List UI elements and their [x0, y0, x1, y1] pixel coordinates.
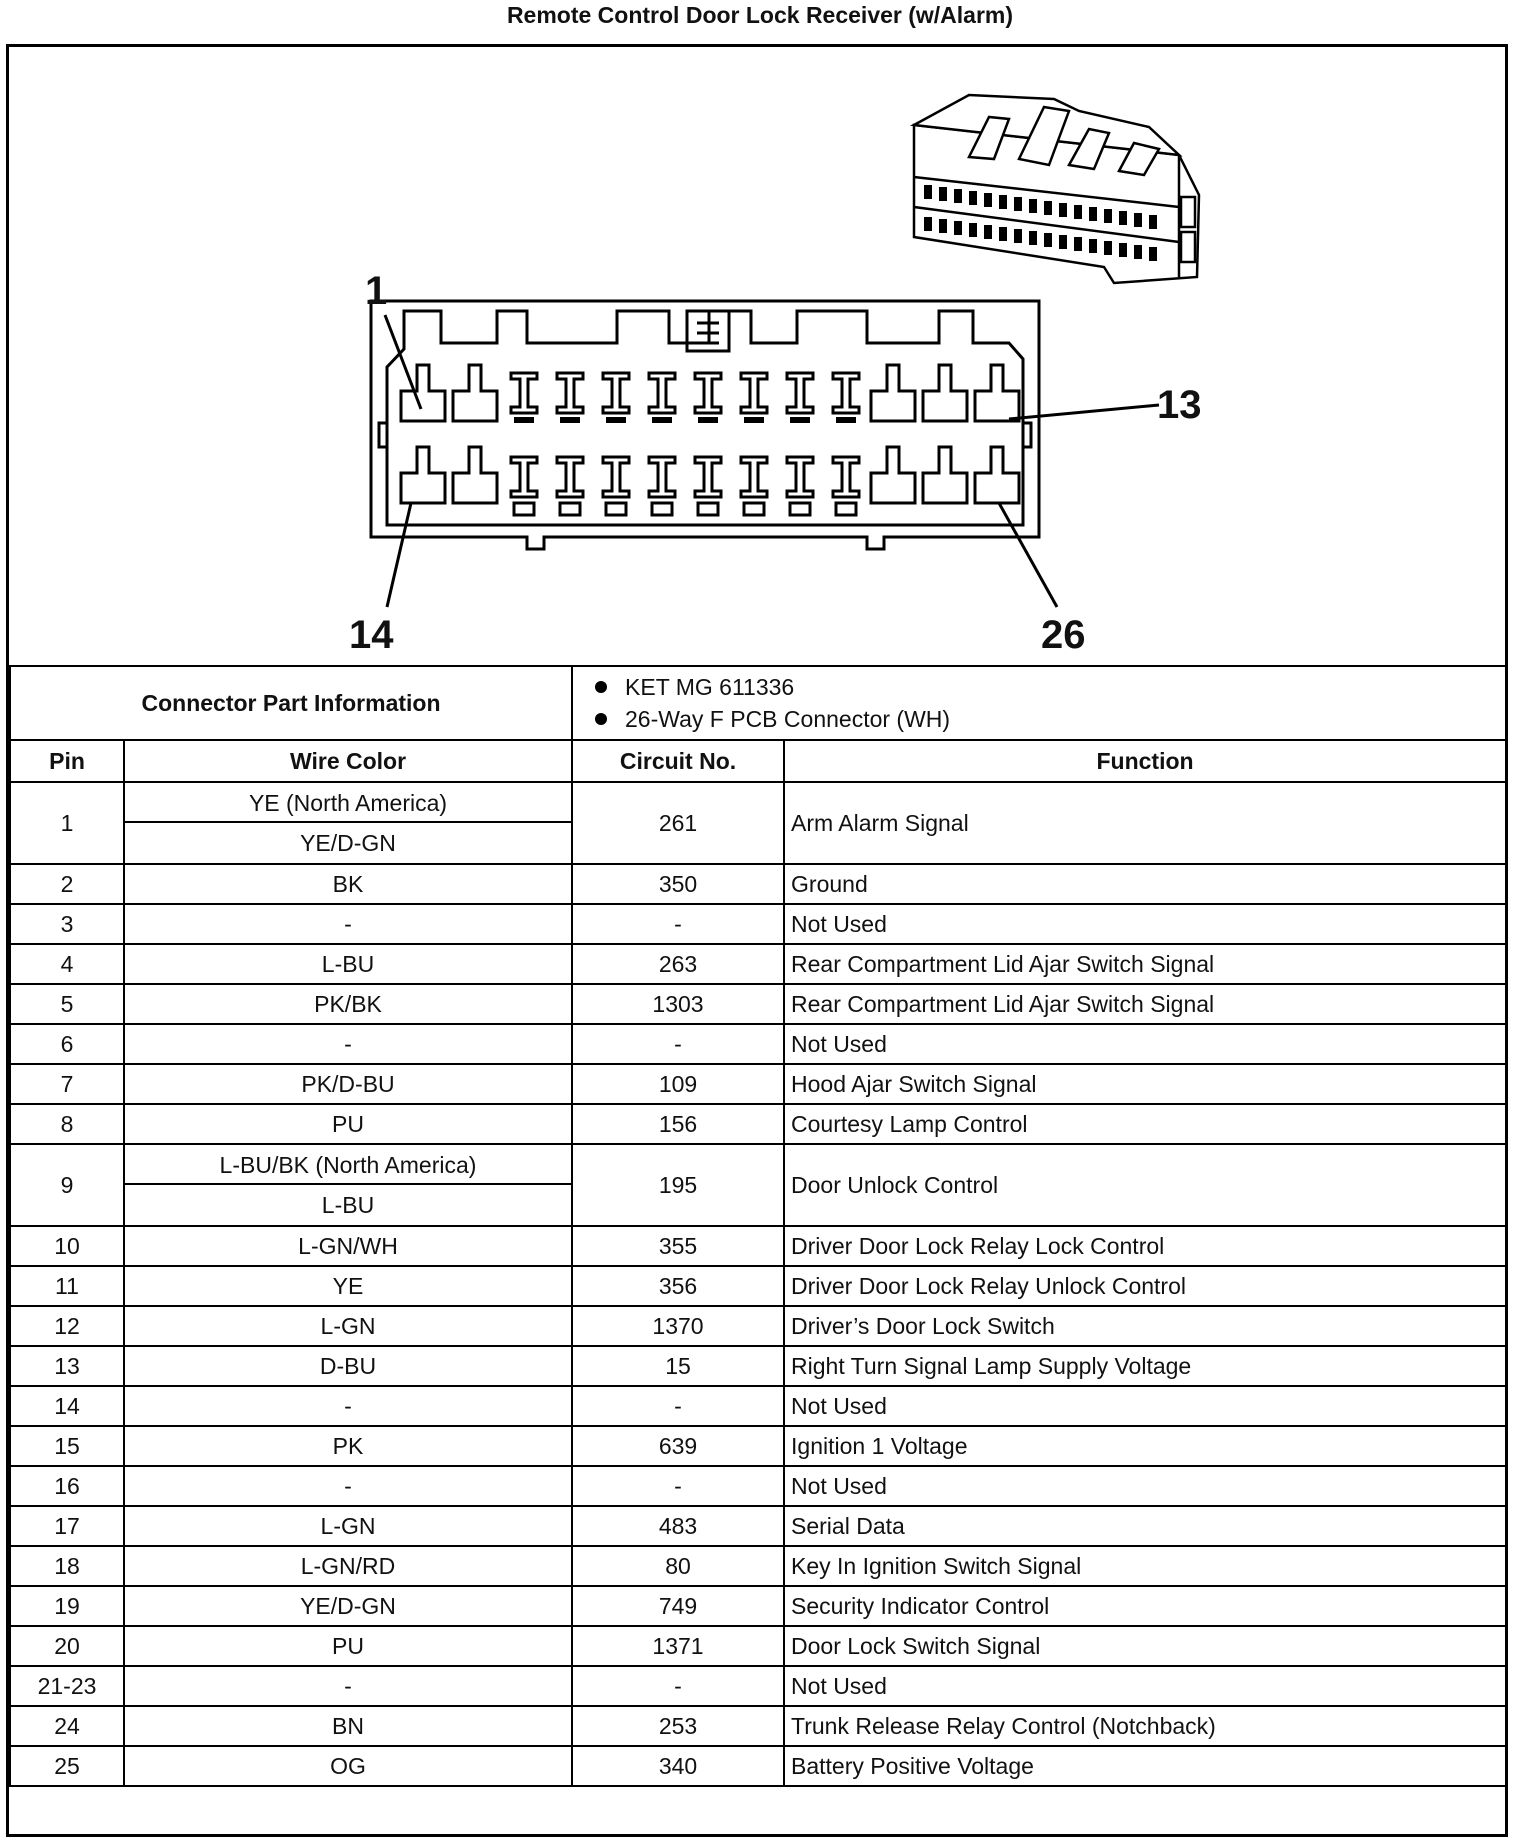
- cell-wire-color: YE/D-GN: [124, 1586, 572, 1626]
- connector-info-notes: [572, 666, 1506, 740]
- cell-circuit: -: [572, 1024, 784, 1064]
- table-row: [10, 864, 1506, 904]
- pinout-table: [9, 665, 1507, 1787]
- cell-pin: 11: [10, 1266, 124, 1306]
- cell-pin: 13: [10, 1346, 124, 1386]
- cell-circuit: 1371: [572, 1626, 784, 1666]
- cell-pin: 12: [10, 1306, 124, 1346]
- connector-note: KET MG 611336: [595, 671, 1505, 703]
- cell-circuit: 1303: [572, 984, 784, 1024]
- connector-face: [371, 301, 1039, 549]
- cell-circuit: 1370: [572, 1306, 784, 1346]
- cell-pin: 24: [10, 1706, 124, 1746]
- cell-function: Driver Door Lock Relay Unlock Control: [784, 1266, 1506, 1306]
- wire-color-variant: L-BU: [321, 1192, 375, 1218]
- cell-function: Security Indicator Control: [784, 1586, 1506, 1626]
- connector-terminals-top: [401, 365, 1019, 421]
- cell-circuit: 109: [572, 1064, 784, 1104]
- cell-circuit: 356: [572, 1266, 784, 1306]
- cell-wire-color: -: [124, 1024, 572, 1064]
- cell-function: Rear Compartment Lid Ajar Switch Signal: [784, 944, 1506, 984]
- table-row: [10, 1226, 1506, 1266]
- cell-function: Hood Ajar Switch Signal: [784, 1064, 1506, 1104]
- table-row: [10, 1064, 1506, 1104]
- table-row: [10, 1466, 1506, 1506]
- cell-pin: 21-23: [10, 1666, 124, 1706]
- cell-wire-color: [124, 782, 572, 864]
- cell-function: Serial Data: [784, 1506, 1506, 1546]
- table-row: [10, 1306, 1506, 1346]
- pin-label-26: 26: [1041, 613, 1086, 657]
- terminal-ribs-top: [514, 417, 856, 423]
- cell-pin: 18: [10, 1546, 124, 1586]
- cell-function: Ground: [784, 864, 1506, 904]
- header-circuit: Circuit No.: [572, 740, 784, 782]
- page-title: Remote Control Door Lock Receiver (w/Alarm): [506, 2, 1014, 28]
- pin-label-14: 14: [349, 613, 394, 657]
- table-row: [10, 1746, 1506, 1786]
- table-row: [10, 904, 1506, 944]
- table-row: [10, 1506, 1506, 1546]
- cell-wire-color: D-BU: [124, 1346, 572, 1386]
- connector-note: 26-Way F PCB Connector (WH): [595, 703, 1505, 735]
- header-function: Function: [784, 740, 1506, 782]
- wire-color-variant: L-BU/BK (North America): [125, 1145, 571, 1185]
- cell-pin: 2: [10, 864, 124, 904]
- cell-pin: 6: [10, 1024, 124, 1064]
- cell-circuit: -: [572, 1466, 784, 1506]
- table-row: [10, 1266, 1506, 1306]
- bullet-icon: [595, 681, 607, 693]
- table-row: [10, 1144, 1506, 1226]
- cell-function: Door Lock Switch Signal: [784, 1626, 1506, 1666]
- cell-pin: 14: [10, 1386, 124, 1426]
- table-row: [10, 1706, 1506, 1746]
- cell-pin: 10: [10, 1226, 124, 1266]
- cell-circuit: 263: [572, 944, 784, 984]
- cell-function: Not Used: [784, 1386, 1506, 1426]
- connector-info-label: Connector Part Information: [10, 666, 572, 740]
- cell-wire-color: YE: [124, 1266, 572, 1306]
- pin-label-13: 13: [1157, 383, 1202, 427]
- table-row: [10, 1386, 1506, 1426]
- cell-function: Right Turn Signal Lamp Supply Voltage: [784, 1346, 1506, 1386]
- table-row: [10, 1346, 1506, 1386]
- table-row: [10, 1024, 1506, 1064]
- cell-wire-color: PK: [124, 1426, 572, 1466]
- bullet-icon: [595, 713, 607, 725]
- cell-circuit: 15: [572, 1346, 784, 1386]
- cell-function: Not Used: [784, 904, 1506, 944]
- cell-pin: 1: [10, 782, 124, 864]
- table-row: [10, 1426, 1506, 1466]
- cell-function: Arm Alarm Signal: [784, 782, 1506, 864]
- header-wire-color: Wire Color: [124, 740, 572, 782]
- terminal-ribs-bottom: [514, 503, 856, 515]
- cell-wire-color: PK/BK: [124, 984, 572, 1024]
- cell-pin: 4: [10, 944, 124, 984]
- wire-color-variant: YE (North America): [125, 783, 571, 823]
- cell-circuit: 80: [572, 1546, 784, 1586]
- cell-wire-color: -: [124, 1466, 572, 1506]
- cell-pin: 7: [10, 1064, 124, 1104]
- cell-circuit: -: [572, 1666, 784, 1706]
- cell-function: Battery Positive Voltage: [784, 1746, 1506, 1786]
- cell-circuit: 483: [572, 1506, 784, 1546]
- cell-circuit: 195: [572, 1144, 784, 1226]
- cell-wire-color: BN: [124, 1706, 572, 1746]
- cell-wire-color: L-GN: [124, 1506, 572, 1546]
- table-row: [10, 1666, 1506, 1706]
- cell-wire-color: PU: [124, 1104, 572, 1144]
- connector-sheet: [6, 44, 1508, 1837]
- cell-wire-color: OG: [124, 1746, 572, 1786]
- cell-wire-color: L-GN/WH: [124, 1226, 572, 1266]
- cell-wire-color: L-GN/RD: [124, 1546, 572, 1586]
- table-row: [10, 782, 1506, 864]
- cell-wire-color: -: [124, 1386, 572, 1426]
- cell-pin: 16: [10, 1466, 124, 1506]
- cell-pin: 20: [10, 1626, 124, 1666]
- cell-function: Driver’s Door Lock Switch: [784, 1306, 1506, 1346]
- cell-wire-color: L-BU: [124, 944, 572, 984]
- wire-color-variant: YE/D-GN: [300, 830, 396, 856]
- cell-circuit: 156: [572, 1104, 784, 1144]
- table-row: [10, 1546, 1506, 1586]
- cell-function: Ignition 1 Voltage: [784, 1426, 1506, 1466]
- cell-wire-color: PK/D-BU: [124, 1064, 572, 1104]
- cell-function: Not Used: [784, 1466, 1506, 1506]
- table-row: [10, 1104, 1506, 1144]
- cell-circuit: 749: [572, 1586, 784, 1626]
- cell-pin: 5: [10, 984, 124, 1024]
- cell-wire-color: [124, 1144, 572, 1226]
- cell-circuit: 340: [572, 1746, 784, 1786]
- cell-pin: 8: [10, 1104, 124, 1144]
- cell-function: Courtesy Lamp Control: [784, 1104, 1506, 1144]
- cell-pin: 25: [10, 1746, 124, 1786]
- table-row: [10, 944, 1506, 984]
- cell-wire-color: PU: [124, 1626, 572, 1666]
- header-pin: Pin: [10, 740, 124, 782]
- table-row: [10, 984, 1506, 1024]
- cell-pin: 9: [10, 1144, 124, 1226]
- table-row: [10, 1586, 1506, 1626]
- connector-terminals-bottom: [401, 447, 1019, 503]
- cell-function: Rear Compartment Lid Ajar Switch Signal: [784, 984, 1506, 1024]
- cell-function: Door Unlock Control: [784, 1144, 1506, 1226]
- table-header-row: [10, 740, 1506, 782]
- cell-wire-color: -: [124, 904, 572, 944]
- pin-label-1: 1: [365, 269, 388, 313]
- cell-wire-color: L-GN: [124, 1306, 572, 1346]
- cell-pin: 17: [10, 1506, 124, 1546]
- cell-function: Key In Ignition Switch Signal: [784, 1546, 1506, 1586]
- cell-pin: 3: [10, 904, 124, 944]
- cell-wire-color: BK: [124, 864, 572, 904]
- cell-circuit: 253: [572, 1706, 784, 1746]
- cell-function: Trunk Release Relay Control (Notchback): [784, 1706, 1506, 1746]
- cell-circuit: -: [572, 904, 784, 944]
- pin-leader-lines: [385, 315, 1159, 607]
- cell-pin: 15: [10, 1426, 124, 1466]
- table-row: [10, 1626, 1506, 1666]
- cell-circuit: -: [572, 1386, 784, 1426]
- cell-wire-color: -: [124, 1666, 572, 1706]
- cell-circuit: 261: [572, 782, 784, 864]
- connector-diagram: [9, 47, 1505, 665]
- cell-circuit: 639: [572, 1426, 784, 1466]
- cell-function: Not Used: [784, 1666, 1506, 1706]
- cell-circuit: 355: [572, 1226, 784, 1266]
- connector-face-drawing: [9, 47, 1505, 665]
- cell-function: Not Used: [784, 1024, 1506, 1064]
- cell-circuit: 350: [572, 864, 784, 904]
- cell-function: Driver Door Lock Relay Lock Control: [784, 1226, 1506, 1266]
- cell-pin: 19: [10, 1586, 124, 1626]
